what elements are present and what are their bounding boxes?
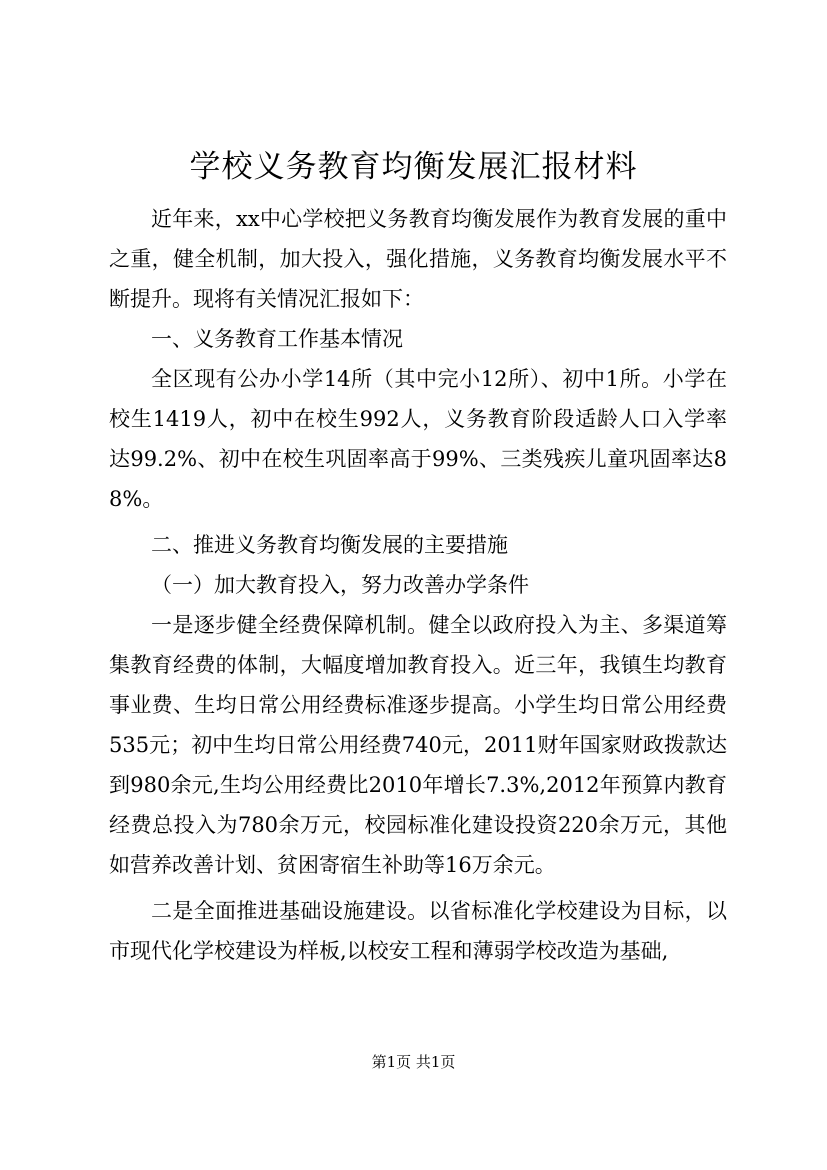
section-heading-2: 二、推进义务教育均衡发展的主要措施 (151, 533, 508, 557)
paragraph-infrastructure: 二是全面推进基础设施建设。以省标准化学校建设为目标，以市现代化学校建设为样板,以校安工程和薄弱学校改造为基础, (109, 899, 727, 963)
document-body (109, 199, 727, 971)
paragraph-intro: 近年来，xx中心学校把义务教育均衡发展作为教育发展的重中之重，健全机制，加大投入，强化措施，义务教育均衡发展水平不断提升。现将有关情况汇报如下： (109, 207, 727, 311)
subsection-heading-1: （一）加大教育投入，努力改善办学条件 (151, 573, 529, 597)
paragraph-funding: 一是逐步健全经费保障机制。健全以政府投入为主、多渠道筹集教育经费的体制，大幅度增加教育投入。近三年，我镇生均教育事业费、生均日常公用经费标准逐步提高。小学生均日常公用经费535元；初中生均日常公用经费740元，2011财年国家财政拨款达到980余元,生均公用经费比2010年增长7.3%,2012年预算内教育经费总投入为780余万元，校园标准化建设投资220余万元，其他如营养改善计划、贫困寄宿生补助等16万余元。 (109, 613, 727, 877)
document-title: 学校义务教育均衡发展汇报材料 (189, 149, 638, 185)
page-footer: 第1页 共1页 (371, 1053, 456, 1071)
section-heading-1: 一、义务教育工作基本情况 (151, 327, 403, 351)
paragraph-basic-info: 全区现有公办小学14所（其中完小12所）、初中1所。小学在校生1419人，初中在校生992人，义务教育阶段适龄人口入学率达99.2%、初中在校生巩固率高于99%、三类残疾儿童巩固率达88%。 (109, 367, 727, 511)
